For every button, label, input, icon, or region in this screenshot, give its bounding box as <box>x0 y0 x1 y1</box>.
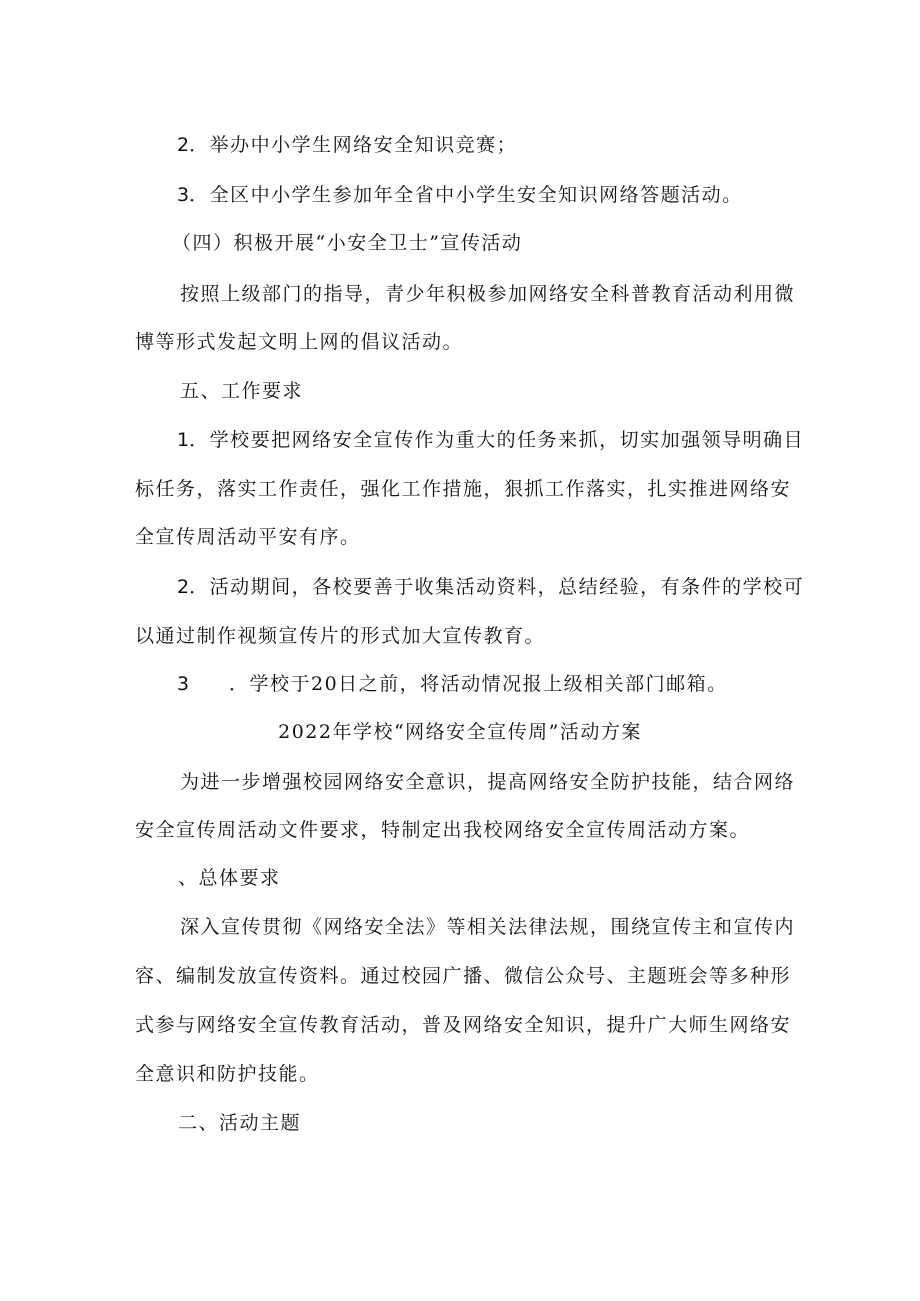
section-heading-2: 二、活动主题 <box>178 1112 302 1134</box>
list-number: 2 <box>177 134 190 156</box>
list-item-text: ．活动期间，各校要善于收集活动资料，总结经验，有条件的学校可 <box>189 576 805 598</box>
paragraph-line: 为进一步增强校园网络安全意识，提高网络安全防护技能，结合网络 <box>180 771 796 793</box>
paragraph-line: 全意识和防护技能。 <box>135 1063 320 1085</box>
list-item-2 <box>177 133 517 157</box>
list-item-3 <box>177 672 728 696</box>
paragraph-line: 容、编制发放宣传资料。通过校园广播、微信公众号、主题班会等多种形 <box>135 965 792 987</box>
section-heading-5: 五、工作要求 <box>180 380 304 402</box>
paragraph-line: 博等形式发起文明上网的倡议活动。 <box>135 331 464 353</box>
list-item-text: ．全区中小学生参加年全省中小学生安全知识网络答题活动。 <box>189 184 743 206</box>
paragraph-line: 式参与网络安全宣传教育活动，普及网络安全知识，提升广大师生网络安 <box>135 1014 792 1036</box>
paragraph-line: 按照上级部门的指导，青少年积极参加网络安全科普教育活动利用微 <box>180 283 796 305</box>
paragraph-line: 深入宣传贯彻《网络安全法》等相关法律法规，围绕宣传主和宣传内 <box>180 916 796 938</box>
paragraph-line: 安全宣传周活动文件要求，特制定出我校网络安全宣传周活动方案。 <box>135 819 751 841</box>
list-item-text: ．学校于20日之前，将活动情况报上级相关部门邮箱。 <box>229 673 728 695</box>
paragraph-line: 以通过制作视频宣传片的形式加大宣传教育。 <box>135 625 546 647</box>
list-number: 3 <box>177 184 190 206</box>
list-item-2 <box>177 575 804 599</box>
list-number: 1 <box>177 429 190 451</box>
list-item-1 <box>177 428 804 452</box>
section-heading-4: （四）积极开展“小安全卫士”宣传活动 <box>172 232 523 254</box>
list-item-3 <box>177 183 743 207</box>
document-title: 2022年学校“网络安全宣传周”活动方案 <box>278 721 642 743</box>
list-number: 2 <box>177 576 190 598</box>
section-heading-1: 、总体要求 <box>178 867 281 889</box>
paragraph-line: 全宣传周活动平安有序。 <box>135 526 361 548</box>
list-item-text: ．学校要把网络安全宣传作为重大的任务来抓，切实加强领导明确目 <box>189 429 805 451</box>
paragraph-line: 标任务，落实工作责任，强化工作措施，狠抓工作落实，扎实推进网络安 <box>135 478 792 500</box>
list-item-text: ．举办中小学生网络安全知识竞赛； <box>189 134 518 156</box>
list-number: 3 <box>177 673 190 695</box>
